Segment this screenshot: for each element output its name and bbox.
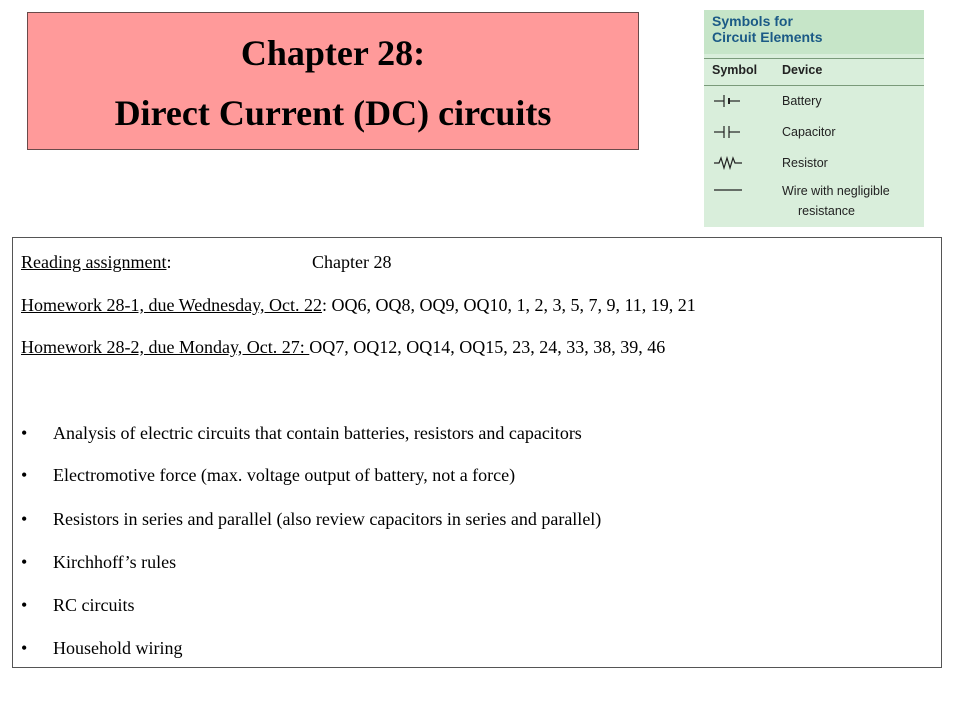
resistor-label: Resistor (782, 156, 828, 170)
symbols-table-heading (704, 10, 924, 54)
capacitor-symbol-icon (714, 125, 742, 139)
homework-2-items: OQ7, OQ12, OQ14, OQ15, 23, 24, 33, 38, 39, 46 (309, 337, 666, 357)
symbols-col-symbol: Symbol (712, 63, 758, 77)
topic-text: Resistors in series and parallel (also review capacitors in series and parallel) (53, 509, 602, 529)
assignment-content-box (12, 237, 942, 668)
wire-label-line2: resistance (798, 204, 855, 218)
battery-symbol-icon (714, 94, 742, 108)
symbols-rule-header (704, 85, 924, 86)
chapter-title-box (27, 12, 639, 150)
capacitor-label: Capacitor (782, 125, 836, 139)
homework-1-label: Homework 28-1, due Wednesday, Oct. 22 (21, 295, 322, 315)
reading-assignment-label: Reading assignment (21, 252, 167, 272)
symbols-heading-line2: Circuit Elements (712, 29, 823, 45)
topic-text: Analysis of electric circuits that contain batteries, resistors and capacitors (53, 423, 582, 443)
topic-text: RC circuits (53, 595, 135, 615)
bullet-dot: • (21, 423, 28, 443)
bullet-dot: • (21, 595, 28, 615)
reading-assignment-value: Chapter 28 (312, 252, 392, 272)
circuit-symbols-table (704, 10, 924, 227)
battery-label: Battery (782, 94, 822, 108)
symbols-heading-line1: Symbols for (712, 13, 793, 29)
topic-text: Electromotive force (max. voltage output of battery, not a force) (53, 465, 516, 485)
bullet-dot: • (21, 552, 28, 572)
wire-label-line1: Wire with negligible (782, 184, 890, 198)
wire-symbol-icon (714, 183, 742, 197)
resistor-symbol-icon (714, 156, 742, 170)
symbols-rule-top (704, 58, 924, 59)
homework-1-items: : OQ6, OQ8, OQ9, OQ10, 1, 2, 3, 5, 7, 9, 11, 19, 21 (321, 295, 696, 315)
bullet-dot: • (21, 638, 28, 658)
bullet-dot: • (21, 465, 28, 485)
topic-text: Kirchhoff’s rules (53, 552, 177, 572)
homework-2-label: Homework 28-2, due Monday, Oct. 27: (21, 337, 310, 357)
symbols-col-device: Device (782, 63, 823, 77)
reading-assignment-sep: : (166, 252, 172, 272)
chapter-title-line1: Chapter 28: (240, 33, 426, 73)
bullet-dot: • (21, 509, 28, 529)
homework-1-line (21, 294, 696, 316)
reading-assignment-line (21, 251, 392, 273)
chapter-title-line2: Direct Current (DC) circuits (114, 93, 552, 133)
homework-2-line (21, 336, 665, 358)
topic-text: Household wiring (53, 638, 183, 658)
